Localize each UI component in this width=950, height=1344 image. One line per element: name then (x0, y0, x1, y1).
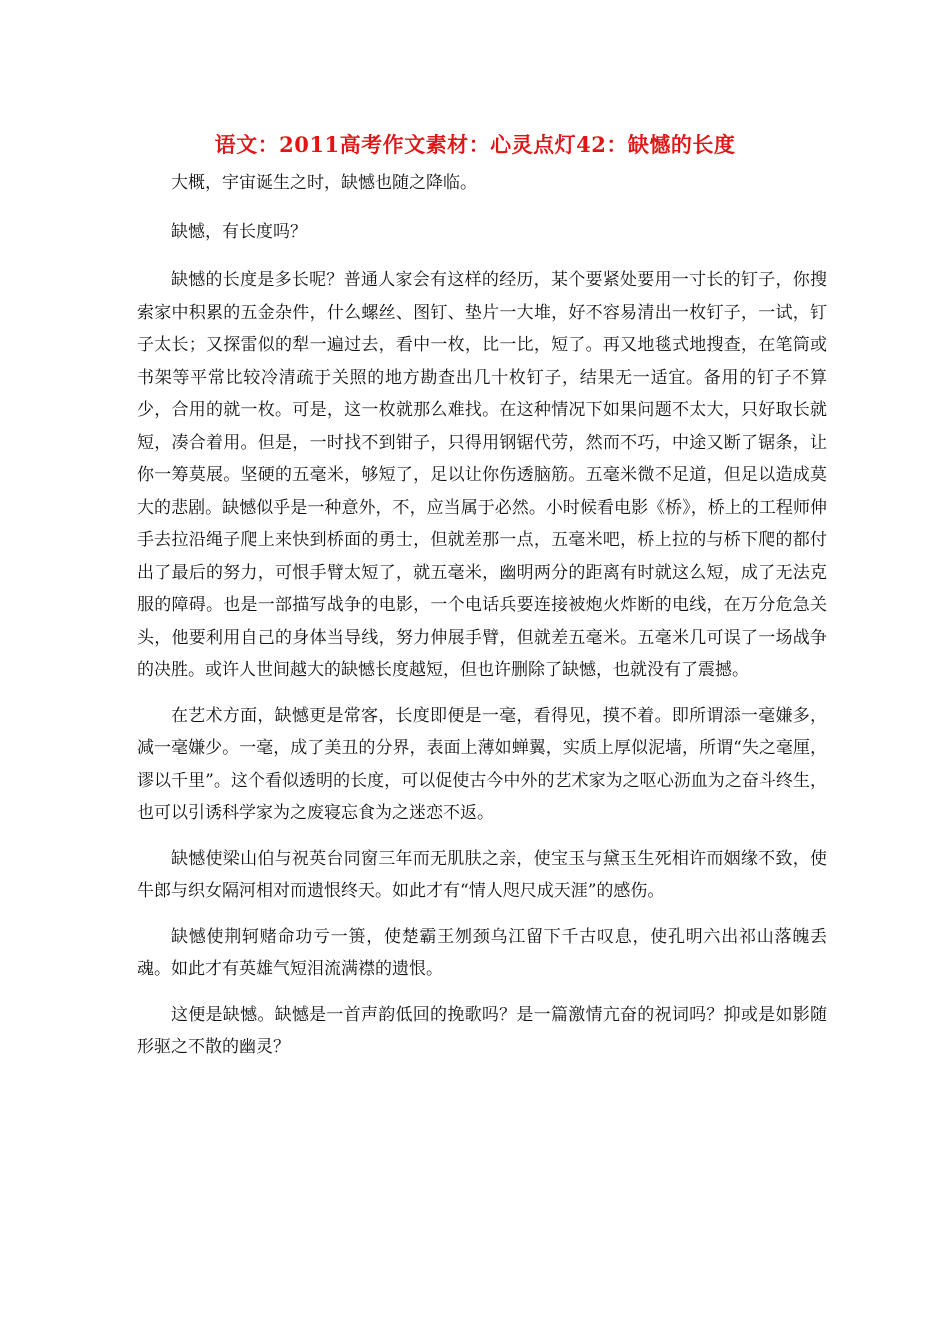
paragraph-7: 这便是缺憾。缺憾是一首声韵低回的挽歌吗？是一篇激情亢奋的祝词吗？抑或是如影随形驱之不散的幽灵？ (137, 1004, 827, 1057)
paragraph-2: 缺憾，有长度吗？ (171, 221, 307, 242)
document-body (137, 167, 827, 1077)
paragraph-4: 在艺术方面，缺憾更是常客，长度即便是一毫，看得见，摸不着。即所谓添一毫嫌多，减一毫嫌少。一毫，成了美丑的分界，表面上薄如蝉翼，实质上厚似泥墙，所谓“失之毫厘，谬以千里”。这个看似透明的长度，可以促使古今中外的艺术家为之呕心沥血为之奋斗终生，也可以引诱科学家为之废寝忘食为之迷恋不返。 (137, 705, 827, 823)
paragraph-5: 缺憾使梁山伯与祝英台同窗三年而无肌肤之亲，使宝玉与黛玉生死相许而姻缘不致，使牛郎与织女隔河相对而遗恨终天。如此才有“情人咫尺成天涯”的感伤。 (137, 848, 827, 901)
paragraph-3: 缺憾的长度是多长呢？普通人家会有这样的经历，某个要紧处要用一寸长的钉子，你搜索家中积累的五金杂件，什么螺丝、图钉、垫片一大堆，好不容易清出一枚钉子，一试，钉子太长；又探雷似的犁一遍过去，看中一枚，比一比，短了。再又地毯式地搜查，在笔筒或书架等平常比较冷清疏于关照的地方勘查出几十枚钉子，结果无一适宜。备用的钉子不算少，合用的就一枚。可是，这一枚就那么难找。在这种情况下如果问题不太大，只好取长就短，凑合着用。但是，一时找不到钳子，只得用钢锯代劳，然而不巧，中途又断了锯条，让你一筹莫展。坚硬的五毫米，够短了，足以让你伤透脑筋。五毫米微不足道，但足以造成莫大的悲剧。缺憾似乎是一种意外，不，应当属于必然。小时候看电影《桥》，桥上的工程师伸手去拉沿绳子爬上来快到桥面的勇士，但就差那一点，五毫米吧，桥上拉的与桥下爬的都付出了最后的努力，可恨手臂太短了，就五毫米，幽明两分的距离有时就这么短，成了无法克服的障碍。也是一部描写战争的电影，一个电话兵要连接被炮火炸断的电线，在万分危急关头，他要利用自己的身体当导线，努力伸展手臂，但就差五毫米。五毫米几可误了一场战争的决胜。或许人世间越大的缺憾长度越短，但也许删除了缺憾，也就没有了震撼。 (137, 270, 827, 680)
document-title: 语文：2011高考作文素材：心灵点灯42：缺憾的长度 (214, 132, 736, 157)
paragraph-1: 大概，宇宙诞生之时，缺憾也随之降临。 (171, 173, 477, 193)
paragraph-6: 缺憾使荆轲赌命功亏一篑，使楚霸王刎颈乌江留下千古叹息，使孔明六出祁山落魄丢魂。如此才有英雄气短泪流满襟的遗恨。 (137, 926, 827, 979)
